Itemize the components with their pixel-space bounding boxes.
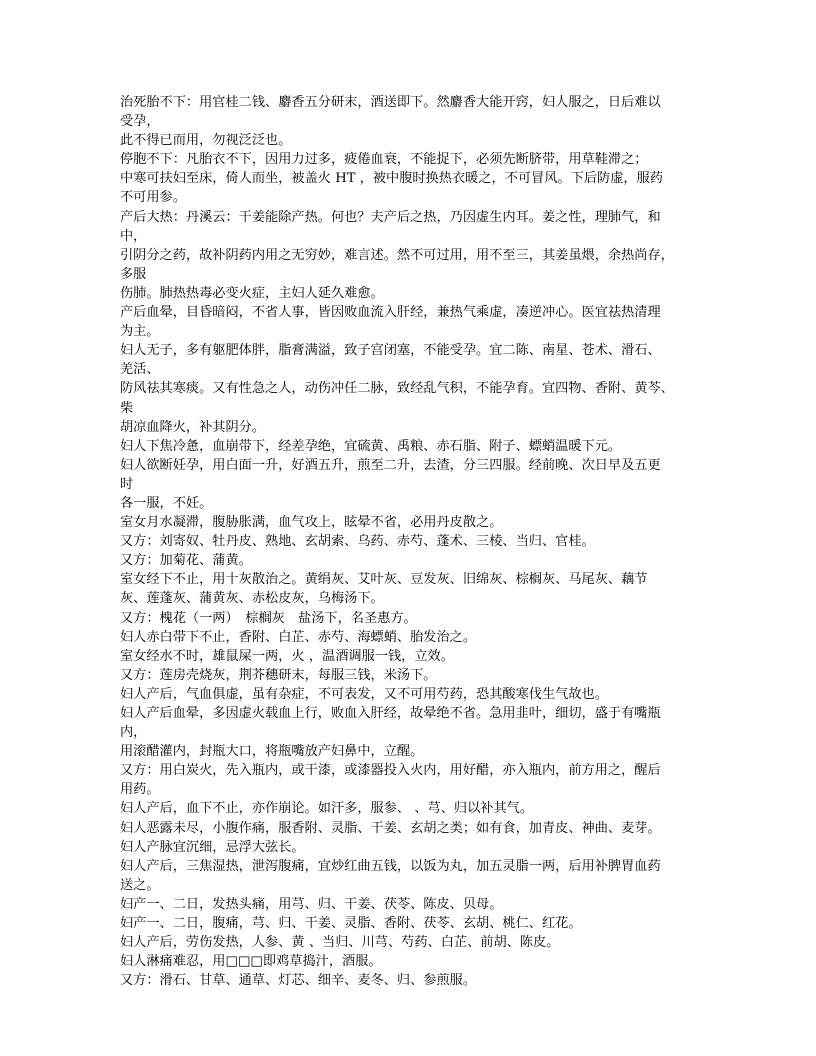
text-line: 妇人赤白带下不止，香附、白芷、赤芍、海螵蛸、胎发治之。 xyxy=(120,629,477,645)
text-line: 柴 xyxy=(120,400,134,416)
text-line: 妇人无子，多有躯肥体胖，脂膏满溢，致子宫闭塞，不能受孕。宜二陈、南星、苍术、滑石、 xyxy=(120,343,661,359)
text-line: 妇产一、二日，腹痛，芎、归、干姜、灵脂、香附、茯苓、玄胡、桃仁、红花。 xyxy=(120,916,582,932)
text-line: 产后大热：丹溪云：干姜能除产热。何也？夫产后之热，乃因虚生内耳。姜之性，理肺气，和 xyxy=(120,209,661,225)
text-line: 伤肺。肺热热毒必变火症，主妇人延久难愈。 xyxy=(120,285,384,301)
text-line: 室女经下不止，用十灰散治之。黄绢灰、艾叶灰、豆发灰、旧绵灰、棕榈灰、马尾灰、藕节 xyxy=(120,572,648,588)
text-line: 送之。 xyxy=(120,877,160,893)
text-line: 用药。 xyxy=(120,782,160,798)
text-line: 又方：刘寄奴、牡丹皮、熟地、玄胡索、乌药、赤芍、蓬术、三棱、当归、官桂。 xyxy=(120,534,595,550)
text-line: 引阴分之药，故补阴药内用之无穷妙，难言述。然不可过用，用不至三，其姜虽煨，余热尚存， xyxy=(120,247,674,263)
text-line: 妇人产后，血下不止，亦作崩论。如汗多，服参、 、芎、归以补其气。 xyxy=(120,801,534,817)
text-line: 妇产一、二日，发热头痛，用芎、归、干姜、茯苓、陈皮、贝母。 xyxy=(120,896,503,912)
text-line: 又方：用白炭火，先入瓶内，或干漆，或漆器投入火内，用好醋，亦入瓶内，前方用之，醒后 xyxy=(120,763,661,779)
text-line: 多服 xyxy=(120,266,147,282)
text-line: 为主。 xyxy=(120,324,160,340)
text-line: 不可用参。 xyxy=(120,190,186,206)
text-line: 室女月水凝滞，腹胁胀满，血气攻上，眩晕不省，必用丹皮散之。 xyxy=(120,515,503,531)
text-line: 羌活、 xyxy=(120,362,160,378)
text-line: 受孕， xyxy=(120,114,160,130)
text-line: 妇人产后，劳伤发热，人参、黄 、当归、川芎、芍药、白芷、前胡、陈皮。 xyxy=(120,935,560,951)
text-line: 时 xyxy=(120,476,134,492)
text-line: 停胞不下：凡胎衣不下，因用力过多，疲倦血衰，不能捉下，必须先断脐带，用草鞋滞之； xyxy=(120,152,648,168)
text-line: 中， xyxy=(120,228,147,244)
text-line: 治死胎不下：用官桂二钱、麝香五分研末，酒送即下。然麝香大能开窍，妇人服之，日后难以 xyxy=(120,95,661,110)
text-line: 防风祛其寒痰。又有性急之人，动伤冲任二脉，致经乱气积，不能孕育。宜四物、香附、黄芩、 xyxy=(120,381,674,397)
text-line: 妇人产后，三焦湿热，泄泻腹痛，宜炒红曲五钱，以饭为丸，加五灵脂一两，后用补脾胃血药 xyxy=(120,858,661,874)
text-line: 妇人产后血晕，多因虚火载血上行，败血入肝经，故晕绝不省。急用韭叶，细切，盛于有嘴瓶 xyxy=(120,706,661,721)
text-line: 产后血晕，目昏暗闷，不省人事，皆因败血流入肝经，兼热气乘虚，凑逆冲心。医宜祛热清理 xyxy=(120,305,661,321)
text-line: 妇人淋痛难忍，用□□□即鸡草捣汁，酒服。 xyxy=(120,954,382,970)
text-line: 妇人下焦冷惫，血崩带下，经差孕绝，宜硫黄、禹粮、赤石脂、附子、螵蛸温暖下元。 xyxy=(120,438,622,454)
text-line: 内， xyxy=(120,725,147,741)
text-line: 妇人产脉宜沉细，忌浮大弦长。 xyxy=(120,839,305,855)
text-line: 中寒可扶妇至床，倚人而坐，被盖火 HT ，被中腹时换热衣暖之，不可冒风。下后防虚，服药 xyxy=(120,171,663,187)
text-line: 室女经水不时，雄鼠屎一两，火 ，温酒调服一钱，立效。 xyxy=(120,648,454,664)
text-line: 灰、莲蓬灰、蒲黄灰、赤松皮灰，乌梅汤下。 xyxy=(120,591,384,607)
document-body xyxy=(120,93,696,990)
text-line: 用滚醋灌内，封瓶大口，将瓶嘴放产妇鼻中，立醒。 xyxy=(120,744,424,760)
text-line: 又方：加菊花、蒲黄。 xyxy=(120,553,252,569)
text-line: 此不得已而用，勿视泛泛也。 xyxy=(120,133,292,149)
text-line: 又方：槐花（一两） 棕榈灰 盐汤下，名圣惠方。 xyxy=(120,610,417,626)
text-line: 又方：滑石、甘草、通草、灯芯、细辛、麦冬、归、参煎服。 xyxy=(120,973,477,989)
text-line: 胡凉血降火，补其阴分。 xyxy=(120,419,266,435)
text-line: 妇人欲断妊孕，用白面一升，好酒五升，煎至二升，去渣，分三四服。经前晚、次日早及五更 xyxy=(120,457,661,473)
text-line: 各一服，不妊。 xyxy=(120,495,213,511)
text-line: 妇人恶露未尽，小腹作痛，服香附、灵脂、干姜、玄胡之类；如有食，加青皮、神曲、麦芽。 xyxy=(120,820,661,836)
text-line: 又方：莲房壳烧灰，荆芥穗研末，每服三钱，米汤下。 xyxy=(120,667,437,683)
text-line: 妇人产后，气血俱虚，虽有杂症，不可表发，又不可用芍药，恐其酸寒伐生气故也。 xyxy=(120,686,608,702)
